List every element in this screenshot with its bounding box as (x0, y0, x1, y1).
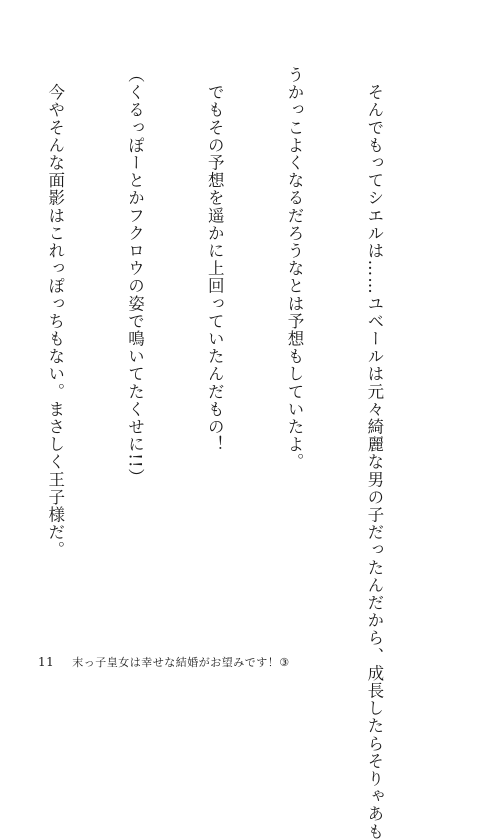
book-title: 末っ子皇女は幸せな結婚がお望みです！③ (72, 656, 290, 669)
text-line: （くるっぽーとかフクロウの姿で鳴いてたくせに!!） (125, 66, 145, 487)
text-line: そんでもってシエルは……ユベールは元々綺麗な男の子だったんだから、成長したらそりゃあも (364, 66, 384, 840)
page-footer (38, 654, 290, 670)
text-line: でもその予想を遥かに上回っていたんだもの！ (205, 66, 225, 454)
text-line: 今やそんな面影はこれっぽっちもない。まさしく王子様だ。 (45, 66, 65, 559)
text-line: うかっこよくなるだろうなとは予想もしていたよ。 (285, 66, 305, 471)
page-number: 11 (38, 655, 55, 669)
